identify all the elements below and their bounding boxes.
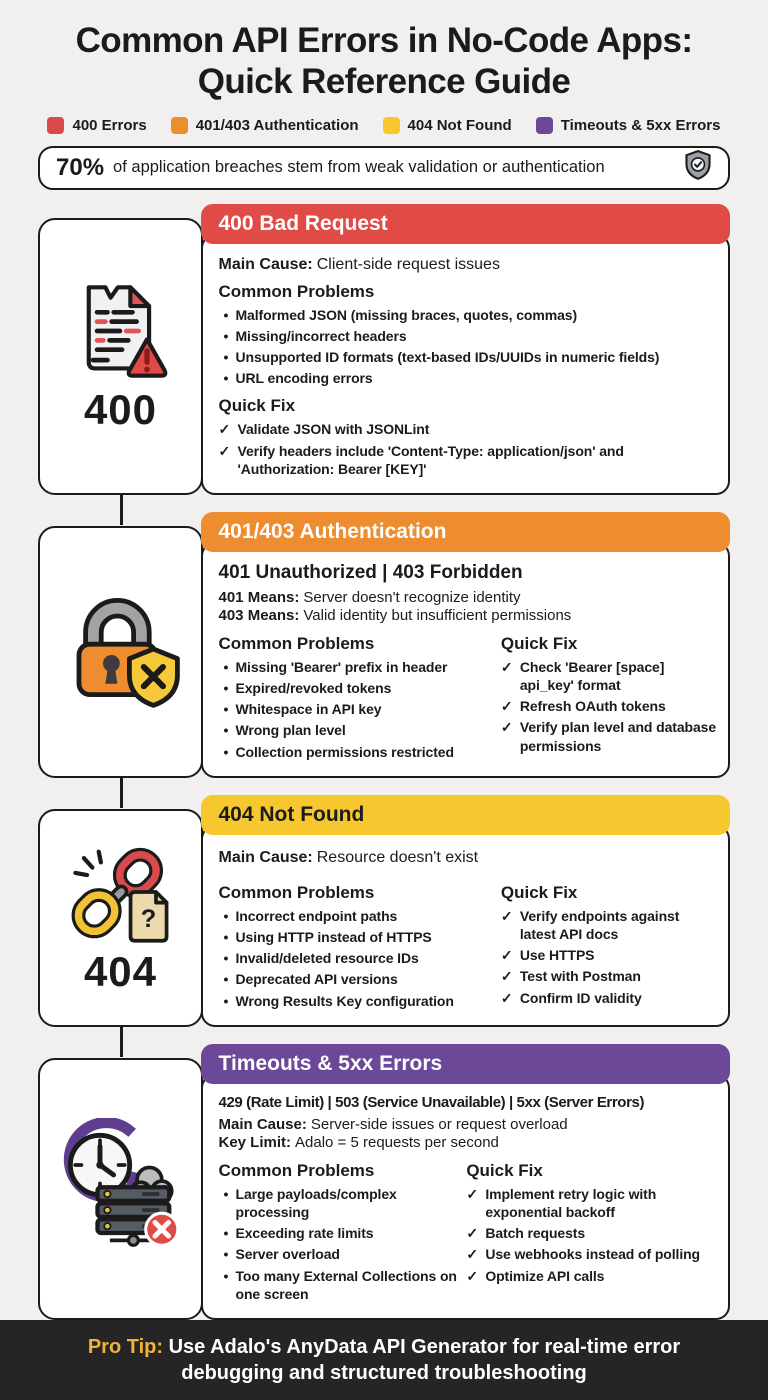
list-item: • Deprecated API versions	[219, 970, 495, 988]
card-subtitle: 401 Unauthorized | 403 Forbidden	[218, 561, 523, 583]
problems-title: Common Problems	[218, 1160, 375, 1180]
legend-swatch-yellow	[383, 117, 400, 134]
fixes-list	[466, 1185, 718, 1285]
list-item: • Using HTTP instead of HTTPS	[219, 928, 495, 946]
icon-box-404	[38, 809, 203, 1027]
list-item: ✓ Verify headers include 'Content-Type: application/json' and 'Authorization: Bearer [KEY]'	[219, 442, 713, 478]
list-item: ✓ Use HTTPS	[501, 946, 718, 964]
icon-box-timeouts	[38, 1058, 203, 1320]
problems-title: Common Problems	[218, 281, 375, 301]
page-title-line2: Quick Reference Guide	[197, 62, 571, 102]
problems-list	[219, 907, 495, 1010]
fixes-list	[219, 420, 713, 478]
legend-item-401-403	[171, 117, 359, 134]
legend-item-404	[383, 117, 512, 134]
stat-banner	[38, 146, 730, 190]
card-header-timeouts: Timeouts & 5xx Errors	[201, 1044, 731, 1084]
legend-swatch-red	[47, 117, 64, 134]
page-title	[38, 20, 730, 103]
legend-label: 400 Errors	[72, 116, 147, 134]
main-cause: Main Cause: Resource doesn't exist	[218, 848, 479, 866]
main-cause: Main Cause: Client-side request issues	[218, 255, 500, 273]
legend-label: 401/403 Authentication	[195, 116, 359, 134]
card-400	[201, 204, 731, 495]
page-title-line1: Common API Errors in No-Code Apps:	[75, 21, 693, 60]
fixes-list	[501, 907, 718, 1007]
list-item: • Exceeding rate limits	[219, 1224, 461, 1242]
card-subtitle: 429 (Rate Limit) | 503 (Service Unavailable) | 5xx (Server Errors)	[218, 1093, 645, 1111]
section-404	[38, 795, 730, 1027]
card-401-403: 401/403 Authentication 401 Unauthorized | 403 Forbidden 401 Means: Server doesn't recognize identity 403 Means: Valid identity but insufficient permissions Common Problems • Missing 'Bearer' prefix in header • Expired/revoked tokens • Whitespace in API key • Wrong plan level • Collection permissions restricted Quick Fix ✓ Check 'Bearer [space] api_key' format ✓ Refresh OAuth tokens ✓ Verify plan level and database permissions	[201, 512, 731, 778]
broken-link-icon	[61, 839, 181, 950]
list-item: • Too many External Collections on one screen	[219, 1267, 461, 1303]
quick-fix-title: Quick Fix	[500, 882, 578, 902]
problems-list	[219, 1185, 461, 1303]
quick-fix-title: Quick Fix	[500, 633, 578, 653]
stat-value: 70%	[56, 153, 105, 181]
legend-label: 404 Not Found	[407, 116, 512, 134]
list-item: • Wrong plan level	[219, 721, 495, 739]
list-item: ✓ Refresh OAuth tokens	[501, 697, 718, 715]
quick-fix-title: Quick Fix	[218, 396, 296, 416]
quick-fix-title: Quick Fix	[466, 1160, 543, 1180]
list-item: ✓ Verify endpoints against latest API docs	[501, 907, 718, 943]
list-item: ✓ Test with Postman	[501, 967, 718, 985]
list-item: ✓ Optimize API calls	[466, 1267, 718, 1285]
legend-swatch-orange	[171, 117, 188, 134]
list-item: ✓ Implement retry logic with exponential backoff	[466, 1185, 718, 1221]
footer-tip-label: Pro Tip:	[87, 1335, 164, 1358]
list-item: • Large payloads/complex processing	[219, 1185, 461, 1221]
icon-box-401-403	[38, 526, 203, 778]
section-timeouts-5xx	[38, 1044, 730, 1320]
legend-swatch-purple	[536, 117, 553, 134]
icon-code-404: 404	[83, 948, 158, 996]
section-400	[38, 204, 730, 495]
list-item: • Wrong Results Key configuration	[219, 992, 495, 1010]
footer-tip-text: Use Adalo's AnyData API Generator for real-time error debugging and structured troubleshooting	[168, 1335, 681, 1384]
list-item: ✓ Verify plan level and database permissions	[501, 718, 718, 754]
clock-server-icon	[53, 1118, 189, 1259]
problems-list	[219, 306, 713, 388]
list-item: ✓ Batch requests	[466, 1224, 718, 1242]
section-401-403	[38, 512, 730, 778]
problems-title: Common Problems	[218, 633, 375, 653]
fixes-list	[501, 658, 718, 755]
problems-list	[219, 658, 495, 761]
list-item: • URL encoding errors	[219, 369, 713, 387]
shield-check-icon	[684, 150, 712, 185]
list-item: • Unsupported ID formats (text-based IDs/UUIDs in numeric fields)	[219, 348, 713, 366]
icon-code-400: 400	[83, 385, 158, 433]
legend-item-400	[47, 117, 146, 134]
footer-banner	[0, 1320, 768, 1400]
legend	[38, 117, 730, 134]
list-item: • Server overload	[219, 1245, 461, 1263]
list-item: • Collection permissions restricted	[219, 743, 495, 761]
lock-shield-icon	[55, 587, 187, 716]
list-item: • Malformed JSON (missing braces, quotes, commas)	[219, 306, 713, 324]
list-item: • Missing/incorrect headers	[219, 327, 713, 345]
card-header-401-403: 401/403 Authentication	[201, 512, 731, 552]
sections	[38, 204, 730, 1320]
list-item: • Whitespace in API key	[219, 700, 495, 718]
list-item: • Invalid/deleted resource IDs	[219, 949, 495, 967]
list-item: ✓ Confirm ID validity	[501, 989, 718, 1007]
list-item: ✓ Check 'Bearer [space] api_key' format	[501, 658, 718, 694]
card-header-400: 400 Bad Request	[201, 204, 731, 244]
list-item: • Missing 'Bearer' prefix in header	[219, 658, 495, 676]
icon-box-400	[38, 218, 203, 495]
list-item: ✓ Validate JSON with JSONLint	[219, 420, 713, 438]
card-header-404: 404 Not Found	[201, 795, 731, 835]
legend-item-timeouts	[536, 117, 721, 134]
problems-title: Common Problems	[218, 882, 375, 902]
stat-text: of application breaches stem from weak validation or authentication	[113, 158, 605, 177]
list-item: • Expired/revoked tokens	[219, 679, 495, 697]
list-item: • Incorrect endpoint paths	[219, 907, 495, 925]
list-item: ✓ Use webhooks instead of polling	[466, 1245, 718, 1263]
legend-label: Timeouts & 5xx Errors	[560, 116, 721, 134]
svg-text:?: ?	[140, 905, 156, 934]
card-timeouts-5xx: Timeouts & 5xx Errors 429 (Rate Limit) | 503 (Service Unavailable) | 5xx (Server Errors) Main Cause: Server-side issues or request overload Key Limit: Adalo = 5 requests per second Common Problems • Large payloads/complex processing • Exceeding rate limits • Server overload • Too many External Collections on one screen Quick Fix ✓ Implement retry logic with exponential backoff ✓ Batch requests ✓ Use webhooks instead of polling ✓ Optimize API calls	[201, 1044, 731, 1320]
card-404	[201, 795, 731, 1027]
document-error-icon	[62, 279, 180, 388]
